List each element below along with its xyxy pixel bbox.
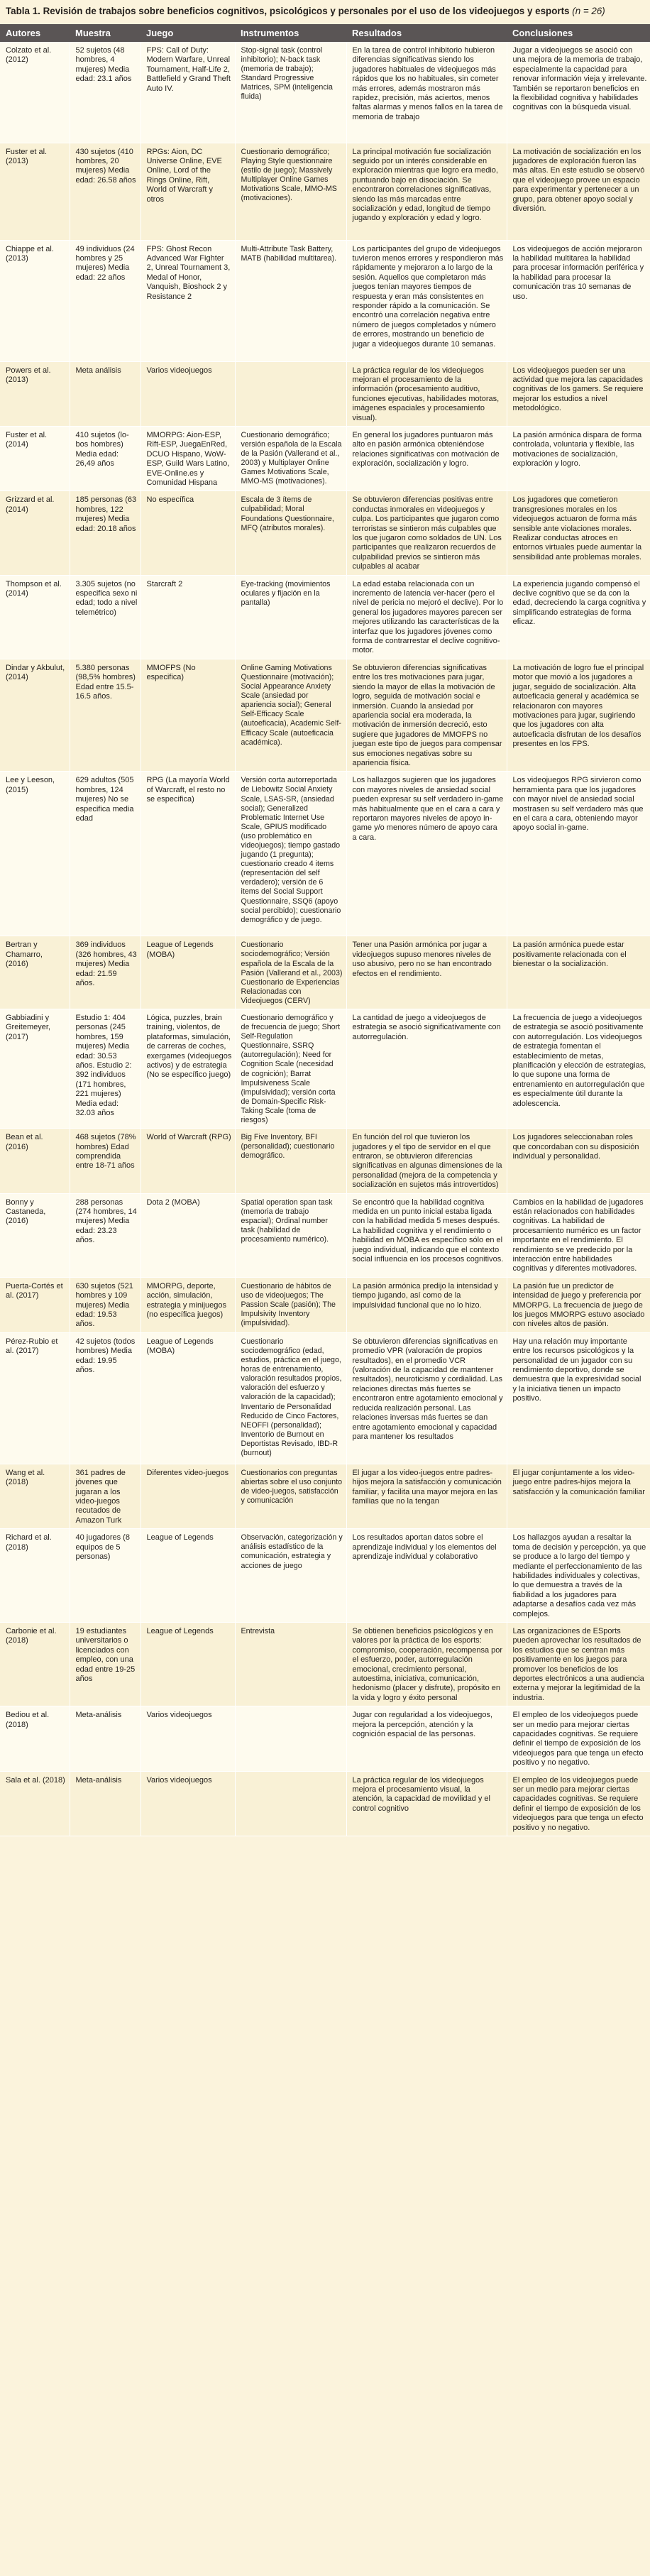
cell-conclusiones: Los jugadores que cometieron transgresiones morales en los videojuegos actuaron de forma más sensible ante violaciones morales. Realizar conductas atroces en entornos virtuales puede aumentar la sensibilidad ante problemas morales. [507, 491, 650, 575]
cell-instrumentos: Cuestionario sociodemográfico; Versión española de la Escala de la Pasión (Vallerand et al., 2003) Cuestionario de Experiencias Relacionadas con Videojuegos (CERV) [235, 936, 346, 1009]
cell-instrumentos: Observación, categorización y análisis estadístico de la comunicación, estrategia y acciones de juego [235, 1529, 346, 1623]
cell-conclusiones: El jugar conjuntamente a los video-juego entre padres-hijos mejora la satisfacción y la comunicación familiar [507, 1464, 650, 1528]
header-muestra: Muestra [70, 24, 141, 42]
cell-juego: Varios videojuegos [141, 361, 235, 426]
cell-autores: Fuster et al. (2013) [0, 143, 70, 240]
table-row [0, 1009, 650, 1129]
cell-juego: League of Legends [141, 1529, 235, 1623]
table-row [0, 42, 650, 143]
cell-instrumentos: Cuestionario sociodemográfico (edad, estudios, práctica en el juego, horas de entrenamiento, valoración resultados propios, valoración del esfuerzo y valoración de la capacidad); Inventario de Personalidad Reducido de Cinco Factores, NEOFFI (personalidad); Inventorio de Burnout en Deportistas Revisado, IBD-R (burnout) [235, 1332, 346, 1464]
cell-resultados: La cantidad de juego a videojuegos de estrategia se asoció significativamente con autorregulación. [346, 1009, 507, 1129]
cell-conclusiones: La motivación de logro fue el principal motor que movió a los jugadores a jugar, seguido de socialización. Alta autoeficacia general y académica se relacionaron con mayores motivaciones para jugar, sugiriendo que los jugadores con alta autoeficacia disfrutan de los desafíos presentes en los FPS. [507, 659, 650, 771]
table-row [0, 1464, 650, 1528]
cell-autores: Colzato et al. (2012) [0, 42, 70, 143]
cell-instrumentos: Cuestionario de hábitos de uso de videojuegos; The Passion Scale (pasión); The Impulsivity Inventory (impulsividad). [235, 1277, 346, 1332]
cell-resultados: La edad estaba relacionada con un incremento de latencia ver-hacer (pero el nivel de pericia no mejoró el declive). Por lo general los jugadores mayores parecen ser mejores utilizando las características de la interfaz que los jugadores jóvenes como forma de contrarrestar el declive cognitivo-motor. [346, 575, 507, 659]
cell-juego: RPGs: Aion, DC Universe Online, EVE Online, Lord of the Rings Online, Rift, World of Warcraft y otros [141, 143, 235, 240]
cell-juego: No específica [141, 491, 235, 575]
cell-instrumentos: Spatial operation span task (memoria de trabajo espacial); Ordinal number task (habilidad de procesamiento numérico). [235, 1193, 346, 1277]
cell-juego: League of Legends (MOBA) [141, 936, 235, 1009]
cell-resultados: Los resultados aportan datos sobre el aprendizaje individual y los elementos del aprendizaje individual y colaborativo [346, 1529, 507, 1623]
cell-conclusiones: Los videojuegos RPG sirvieron como herramienta para que los jugadores con mayor nivel de ansiedad social mostrasen su self verdadero más que en el cara a cara, obteniendo mayor apoyo social in-game. [507, 772, 650, 936]
cell-juego: League of Legends [141, 1622, 235, 1706]
cell-muestra: 19 estudiantes universitarios o licenciados con empleo, con una edad entre 19-25 años [70, 1622, 141, 1706]
cell-resultados: El jugar a los video-juegos entre padres-hijos mejora la satisfacción y comunicación familiar, y facilita una mayor mejora en las familias que no la tengan [346, 1464, 507, 1528]
cell-muestra: 40 jugadores (8 equipos de 5 personas) [70, 1529, 141, 1623]
cell-resultados: En la tarea de control inhibitorio hubieron diferencias significativas siendo los jugadores habituales de videojuegos más rápidos que los no habituales, sin cometer más errores, además mostraron más rapidez, precisión, más aciertos, menos faltas alarmas y menos fallos en la tarea de memoria de trabajo [346, 42, 507, 143]
cell-resultados: La práctica regular de los videojuegos mejora el procesamiento visual, la atención, la capacidad de movilidad y el control cognitivo [346, 1771, 507, 1836]
table-row [0, 1771, 650, 1836]
cell-instrumentos: Eye-tracking (movimientos oculares y fijación en la pantalla) [235, 575, 346, 659]
table-row [0, 361, 650, 426]
cell-juego: MMORPG, deporte, acción, simulación, estrategia y minijuegos (no específica juegos) [141, 1277, 235, 1332]
table-row [0, 936, 650, 1009]
cell-instrumentos: Cuestionarios con preguntas abiertas sobre el uso conjunto de video-juegos, satisfacción y comunicación [235, 1464, 346, 1528]
cell-instrumentos: Stop-signal task (control inhibitorio); N-back task (memoria de trabajo); Standard Progressive Matrices, SPM (inteligencia fluida) [235, 42, 346, 143]
cell-resultados: Los participantes del grupo de videojuegos tuvieron menos errores y respondieron más rápidamente y mejoraron a lo largo de la sesión. Aquellos que completaron más juegos tenían mayores tiempos de respuesta y eran más consistentes en responder rápido a la comunicación. Se encontró una correlación negativa entre número de juegos completados y número de errores, mostrando un beneficio de jugar a videojuegos durante 10 semanas. [346, 240, 507, 361]
cell-muestra: Meta-análisis [70, 1706, 141, 1771]
cell-muestra: Meta análisis [70, 361, 141, 426]
table-row [0, 772, 650, 936]
cell-autores: Grizzard et al. (2014) [0, 491, 70, 575]
cell-muestra: 185 personas (63 hombres, 122 mujeres) Media edad: 20.18 años [70, 491, 141, 575]
cell-conclusiones: Jugar a videojuegos se asoció con una mejora de la memoria de trabajo, especialmente la capacidad para renovar información vieja y irrelevante. También se reportaron beneficios en la flexibilidad cognitiva y habilidades cognitivas con la búsqueda visual. [507, 42, 650, 143]
cell-autores: Gabbiadini y Greitemeyer, (2017) [0, 1009, 70, 1129]
cell-muestra: 3.305 sujetos (no especifica sexo ni edad; todo a nivel telemétrico) [70, 575, 141, 659]
cell-instrumentos [235, 361, 346, 426]
cell-juego: FPS: Call of Duty: Modern Warfare, Unreal Tournament, Half-Life 2, Battlefield y Grand Theft Auto IV. [141, 42, 235, 143]
cell-autores: Powers et al. (2013) [0, 361, 70, 426]
cell-instrumentos [235, 1771, 346, 1836]
cell-juego: FPS: Ghost Recon Advanced War Fighter 2, Unreal Tournament 3, Medal of Honor, Vanquish, Bioshock 2 y Resistance 2 [141, 240, 235, 361]
cell-juego: Varios videojuegos [141, 1706, 235, 1771]
cell-instrumentos: Big Five Inventory, BFI (personalidad); cuestionario demográfico. [235, 1129, 346, 1193]
cell-muestra: Estudio 1: 404 personas (245 hombres, 159 mujeres) Media edad: 30.53 años. Estudio 2: 392 individuos (171 hombres, 221 mujeres) Media edad: 32.03 años [70, 1009, 141, 1129]
caption-count: (n = 26) [572, 6, 605, 16]
cell-resultados: Se obtuvieron diferencias significativas en promedio VPR (valoración de propios resultados), en el promedio VCR (valoración de la capacidad de mantener resultados), neuroticismo y cordialidad. Las relaciones directas más fuertes se encontraron entre agotamiento emocional y reducida realización personal. Las relaciones inversas más fuertes se dan entre agotamiento emocional y capacidad para mantener los resultados [346, 1332, 507, 1464]
cell-conclusiones: El empleo de los videojuegos puede ser un medio para mejorar ciertas capacidades cognitivas. Se requiere definir el tiempo de exposición de los videojuegos para que tenga un efecto positivo y no negativo. [507, 1771, 650, 1836]
cell-autores: Dindar y Akbulut, (2014) [0, 659, 70, 771]
cell-conclusiones: Cambios en la habilidad de jugadores están relacionados con habilidades cognitivas. La habilidad de procesamiento numérico es un factor importante en el rendimiento. El rendimiento se ve predecido por la interacción entre habilidades cognitivas y diferentes motivadores. [507, 1193, 650, 1277]
table-row [0, 426, 650, 490]
cell-conclusiones: La pasión armónica dispara de forma controlada, voluntaria y flexible, las motivaciones de socialización, exploración y logro. [507, 426, 650, 490]
cell-muestra: 468 sujetos (78% hombres) Edad comprendida entre 18-71 años [70, 1129, 141, 1193]
cell-juego: Starcraft 2 [141, 575, 235, 659]
cell-juego: MMOFPS (No especifica) [141, 659, 235, 771]
table-row [0, 143, 650, 240]
table-row [0, 575, 650, 659]
cell-juego: Dota 2 (MOBA) [141, 1193, 235, 1277]
cell-muestra: 288 personas (274 hombres, 14 mujeres) Media edad: 23.23 años. [70, 1193, 141, 1277]
cell-juego: Diferentes video-juegos [141, 1464, 235, 1528]
header-juego: Juego [141, 24, 235, 42]
cell-juego: League of Legends (MOBA) [141, 1332, 235, 1464]
cell-autores: Sala et al. (2018) [0, 1771, 70, 1836]
cell-autores: Bean et al. (2016) [0, 1129, 70, 1193]
table-row [0, 1193, 650, 1277]
cell-autores: Bonny y Castaneda, (2016) [0, 1193, 70, 1277]
cell-resultados: Los hallazgos sugieren que los jugadores con mayores niveles de ansiedad social pueden expresar su self verdadero in-game más habitualmente que en el cara a cara y reportaron mayores niveles de apoyo in-game y/o menores número de apoyo cara a cara. [346, 772, 507, 936]
cell-resultados: Se obtienen beneficios psicológicos y en valores por la práctica de los esports: compromiso, cooperación, recompensa por el esfuerzo, poder, autorregulación emocional, crecimiento personal, autoestima, iniciativa, comunicación, hedonismo (placer y disfrute), propósito en la vida y logro y éxito personal [346, 1622, 507, 1706]
header-autores: Autores [0, 24, 70, 42]
cell-conclusiones: Las organizaciones de ESports pueden aprovechar los resultados de los estudios que se centran más positivamente en los juegos para promover los beneficios de los deportes electrónicos a una audiencia externa y mejorar la legitimidad de la industria. [507, 1622, 650, 1706]
cell-instrumentos: Cuestionario demográfico y de frecuencia de juego; Short Self-Regulation Questionnaire, SSRQ (autorregulación); Need for Cognition Scale (necesidad de cognición); Barrat Impulsiveness Scale (impulsividad); versión corta de Domain-Specific Risk-Taking Scale (toma de riesgos) [235, 1009, 346, 1129]
cell-conclusiones: Los videojuegos pueden ser una actividad que mejora las capacidades cognitivas de los gamers. Se requiere mejorar los estudios a nivel metodológico. [507, 361, 650, 426]
table-row [0, 240, 650, 361]
cell-conclusiones: La experiencia jugando compensó el declive cognitivo que se da con la edad, decreciendo la carga cognitiva y simplificando estrategias de forma eficaz. [507, 575, 650, 659]
cell-autores: Chiappe et al. (2013) [0, 240, 70, 361]
cell-autores: Fuster et al. (2014) [0, 426, 70, 490]
cell-conclusiones: Los jugadores seleccionaban roles que concordaban con su disposición individual y personalidad. [507, 1129, 650, 1193]
cell-autores: Pérez-Rubio et al. (2017) [0, 1332, 70, 1464]
cell-muestra: 49 individuos (24 hombres y 25 mujeres) Media edad: 22 años [70, 240, 141, 361]
cell-conclusiones: Los videojuegos de acción mejoraron la habilidad multitarea la habilidad para procesar información periférica y la habilidad para procesar la comunicación tras 10 semanas de uso. [507, 240, 650, 361]
table-body [0, 42, 650, 1836]
table-row [0, 1529, 650, 1623]
cell-resultados: Se obtuvieron diferencias significativas entre los tres motivaciones para jugar, siendo la mayor de ellas la motivación de logro, seguida de motivación social e inmersión. Cuando la ansiedad por apariencia social era moderada, la motivación de inmersión decreció, esto sugiere que jugadores de MMOFPS no juegan este tipo de juegos para compensar sus emociones negativas sobre su apariencia física. [346, 659, 507, 771]
cell-conclusiones: Los hallazgos ayudan a resaltar la toma de decisión y percepción, ya que se produce a lo largo del tiempo y mediante el perfeccionamiento de las habilidades individuales y colectivas, lo que demuestra a través de la fiabilidad a los jugadores para adaptarse a desafíos cada vez más complejos. [507, 1529, 650, 1623]
cell-instrumentos: Cuestionario demográfico; Playing Style questionnaire (estilo de juego); Massively Multiplayer Online Games Motivations Scale, MMO-MS (motivaciones). [235, 143, 346, 240]
cell-juego: Varios videojuegos [141, 1771, 235, 1836]
cell-instrumentos: Online Gaming Motivations Questionnaire (motivación); Social Appearance Anxiety Scale (ansiedad por apariencia social); General Self-Efficacy Scale (autoeficacia), Academic Self-Efficacy Scale (autoeficacia académica). [235, 659, 346, 771]
cell-autores: Carbonie et al. (2018) [0, 1622, 70, 1706]
cell-muestra: 5.380 personas (98,5% hombres) Edad entre 15.5-16.5 años. [70, 659, 141, 771]
cell-autores: Lee y Leeson, (2015) [0, 772, 70, 936]
caption-title: Revisión de trabajos sobre beneficios cognitivos, psicológicos y personales por el uso de los videojuegos y esports [43, 6, 570, 16]
cell-resultados: En general los jugadores puntuaron más alto en pasión armónica obteniéndose relaciones significativas con motivación de exploración, socialización y logro. [346, 426, 507, 490]
cell-instrumentos [235, 1706, 346, 1771]
cell-instrumentos: Multi-Attribute Task Battery, MATB (habilidad multitarea). [235, 240, 346, 361]
cell-muestra: 629 adultos (505 hombres, 124 mujeres) No se especifica media edad [70, 772, 141, 936]
cell-autores: Wang et al. (2018) [0, 1464, 70, 1528]
cell-juego: Lógica, puzzles, brain training, violentos, de plataformas, simulación, de carreras de coches, exergames (videojuegos activos) y de estrategia (No se específico juego) [141, 1009, 235, 1129]
cell-muestra: 630 sujetos (521 hombres y 109 mujeres) Media edad: 19.53 años. [70, 1277, 141, 1332]
cell-autores: Richard et al. (2018) [0, 1529, 70, 1623]
cell-conclusiones: Hay una relación muy importante entre los recursos psicológicos y la personalidad de un jugador con su rendimiento deportivo, donde se demuestra que la expresividad social y la iniciativa tienen un impacto positivo. [507, 1332, 650, 1464]
cell-muestra: 410 sujetos (lo-bos hombres) Media edad: 26,49 años [70, 426, 141, 490]
cell-muestra: 430 sujetos (410 hombres, 20 mujeres) Media edad: 26.58 años [70, 143, 141, 240]
table-caption [0, 0, 650, 24]
cell-autores: Thompson et al. (2014) [0, 575, 70, 659]
cell-resultados: Jugar con regularidad a los videojuegos, mejora la percepción, atención y la cognición espacial de las personas. [346, 1706, 507, 1771]
table-header-row [0, 24, 650, 42]
cell-conclusiones: La motivación de socialización en los jugadores de exploración fueron las más altas. En este estudio se observó que el videojuego provee un espacio para experimentar y pertenecer a un grupo, para obtener apoyo social y diversión. [507, 143, 650, 240]
caption-label: Tabla 1. [6, 6, 40, 16]
cell-muestra: 369 individuos (326 hombres, 43 mujeres) Media edad: 21.59 años. [70, 936, 141, 1009]
table-row [0, 1332, 650, 1464]
cell-conclusiones: La frecuencia de juego a videojuegos de estrategia se asoció positivamente con autorregulación. Los videojuegos de estrategia fomentan el establecimiento de metas, planificación y elección de estrategias, lo que supone una forma de entrenamiento en autorregulación que es especialmente útil durante la adolescencia. [507, 1009, 650, 1129]
cell-muestra: Meta-análisis [70, 1771, 141, 1836]
table-row [0, 491, 650, 575]
cell-resultados: Se obtuvieron diferencias positivas entre conductas inmorales en videojuegos y culpa. Los participantes que jugaron como terroristas se sintieron más culpables que los que jugaron como soldados de UN. Los participantes que realizaron recuerdos de culpabilidad previos se sintieron más culpables al acabar [346, 491, 507, 575]
cell-muestra: 361 padres de jóvenes que jugaran a los video-juegos recutados de Amazon Turk [70, 1464, 141, 1528]
review-table [0, 24, 650, 1836]
cell-resultados: En función del rol que tuvieron los jugadores y el tipo de servidor en el que entraron, se obtuvieron diferencias significativas en algunas dimensiones de la personalidad (mejora de la competencia y socialización en sujetos más introvertidos) [346, 1129, 507, 1193]
cell-conclusiones: El empleo de los videojuegos puede ser un medio para mejorar ciertas capacidades cognitivas. Se requiere definir el tiempo de exposición de los videojuegos para que tenga un efecto positivo y no negativo. [507, 1706, 650, 1771]
cell-resultados: La práctica regular de los videojuegos mejoran el procesamiento de la información (procesamiento auditivo, funciones ejecutivas, habilidades motoras, imágenes espaciales y procesamiento visual). [346, 361, 507, 426]
cell-autores: Puerta-Cortés et al. (2017) [0, 1277, 70, 1332]
header-conclusiones: Conclusiones [507, 24, 650, 42]
header-instrumentos: Instrumentos [235, 24, 346, 42]
cell-autores: Bertran y Chamarro, (2016) [0, 936, 70, 1009]
cell-resultados: La principal motivación fue socialización seguido por un interés considerable en exploración mientras que logro era medio, puntuando bajo en disociación. Se encontraron correlaciones significativas, siendo las más marcadas entre socialización y edad, longitud de tiempo jugando y exploración y edad y logro. [346, 143, 507, 240]
table-row [0, 1277, 650, 1332]
table-row [0, 1706, 650, 1771]
table-row [0, 1622, 650, 1706]
cell-conclusiones: La pasión fue un predictor de intensidad de juego y preferencia por MMORPG. La frecuencia de juego de los juegos MMORPG estuvo asociado con niveles altos de pasión. [507, 1277, 650, 1332]
cell-autores: Bediou et al. (2018) [0, 1706, 70, 1771]
cell-juego: RPG (La mayoría World of Warcraft, el resto no se especifica) [141, 772, 235, 936]
table-row [0, 659, 650, 771]
cell-juego: MMORPG: Aion-ESP, Rift-ESP, JuegaEnRed, DCUO Hispano, WoW-ESP, Guild Wars Latino, EVE-Online.es y Comunidad Hispana [141, 426, 235, 490]
cell-conclusiones: La pasión armónica puede estar positivamente relacionada con el bienestar o la socialización. [507, 936, 650, 1009]
cell-instrumentos: Escala de 3 ítems de culpabilidad; Moral Foundations Questionnaire, MFQ (atributos morales). [235, 491, 346, 575]
cell-juego: World of Warcraft (RPG) [141, 1129, 235, 1193]
header-resultados: Resultados [346, 24, 507, 42]
cell-instrumentos: Versión corta autorreportada de Liebowitz Social Anxiety Scale, LSAS-SR, (ansiedad social); Generalized Problematic Internet Use Scale, GPIUS modificado (uso problemático en videojuegos); tiempo gastado jugando (1 pregunta); cuestionario creado 4 items (representación del self verdadero); versión de 6 items del Social Support Questionnaire, SSQ6 (apoyo social percibido); cuestionario demográfico y de juego. [235, 772, 346, 936]
cell-resultados: Tener una Pasión armónica por jugar a videojuegos supuso menores niveles de uso abusivo, pero no se han encontrado efectos en el rendimiento. [346, 936, 507, 1009]
table-row [0, 1129, 650, 1193]
cell-resultados: La pasión armónica predijo la intensidad y tiempo jugando, así como de la impulsividad funcional que no lo hizo. [346, 1277, 507, 1332]
cell-instrumentos: Entrevista [235, 1622, 346, 1706]
cell-instrumentos: Cuestionario demográfico; versión española de la Escala de la Pasión (Vallerand et al., 2003) y Multiplayer Online Games Motivations Scale, MMO-MS (motivaciones). [235, 426, 346, 490]
cell-muestra: 42 sujetos (todos hombres) Media edad: 19.95 años. [70, 1332, 141, 1464]
cell-resultados: Se encontró que la habilidad cognitiva medida en un punto inicial estaba ligada con la habilidad medida 5 meses después. La habilidad cognitiva y el rendimiento o habilidad en MOBA es específico sólo en el juego individual, indicando que el contexto social influencia en los procesos cognitivos. [346, 1193, 507, 1277]
cell-muestra: 52 sujetos (48 hombres, 4 mujeres) Media edad: 23.1 años [70, 42, 141, 143]
